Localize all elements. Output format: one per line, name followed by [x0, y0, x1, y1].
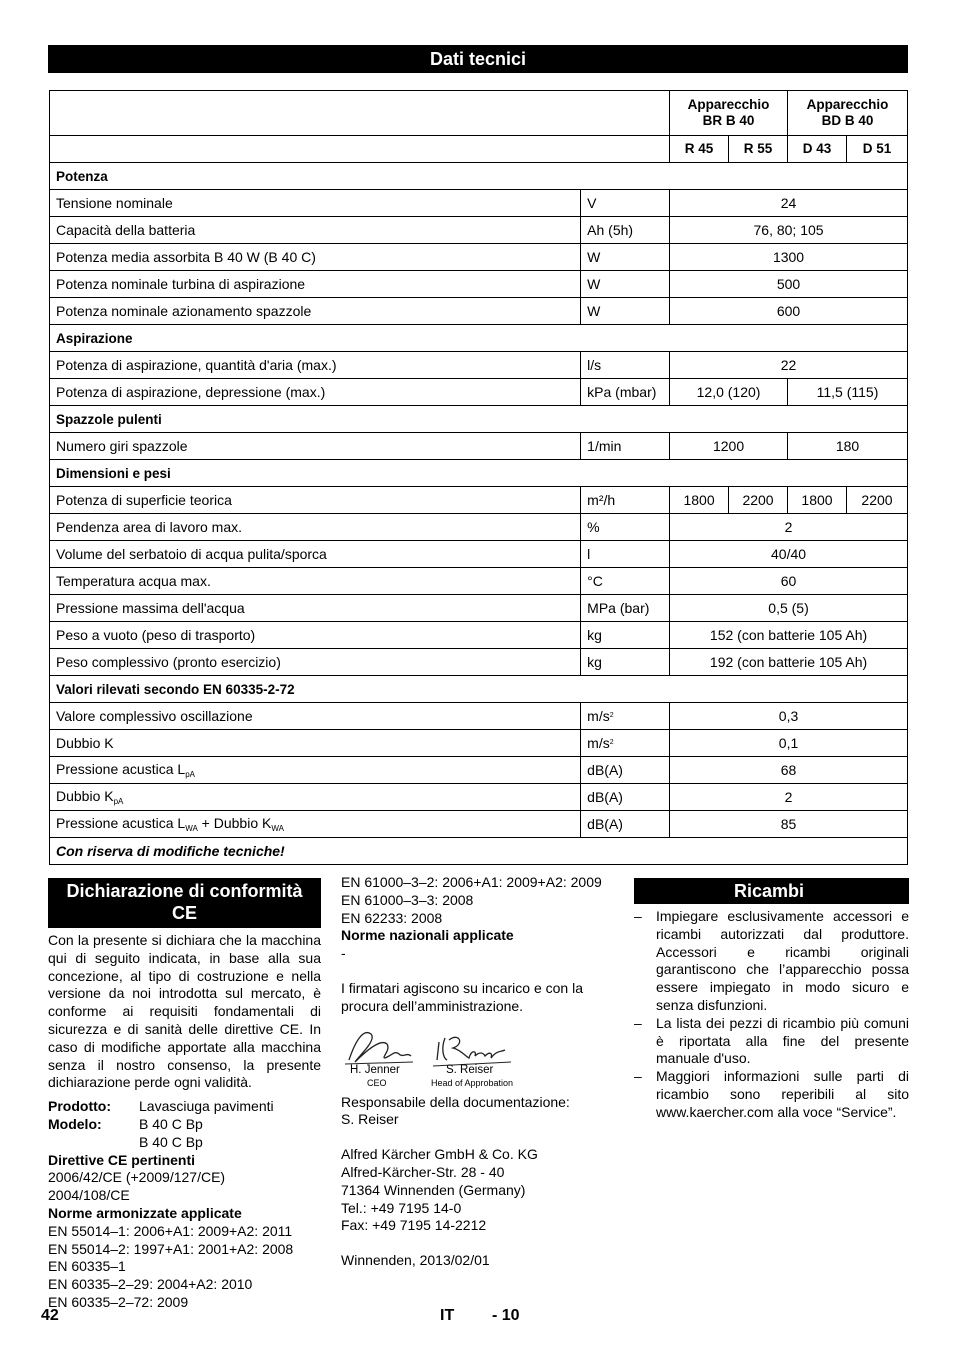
place-date: Winnenden, 2013/02/01	[341, 1252, 490, 1269]
row-unit-text: dB(A)	[587, 762, 623, 778]
header-model: D 43	[788, 136, 847, 163]
row-unit-superscript: 2	[609, 739, 614, 746]
row-unit	[581, 190, 670, 217]
row-unit	[581, 622, 670, 649]
header-model: R 45	[670, 136, 729, 163]
bullet-dash: –	[634, 1068, 642, 1085]
row-value: 76, 80; 105	[670, 217, 908, 244]
table-row	[50, 433, 908, 460]
header-group-br: Apparecchio BR B 40	[670, 91, 788, 136]
row-label	[50, 622, 581, 649]
harmonized-heading: Norme armonizzate applicate	[48, 1204, 242, 1221]
table-row	[50, 298, 908, 325]
page-number: 42	[41, 1307, 59, 1324]
row-value: 0,5 (5)	[670, 595, 908, 622]
row-unit-text: dB(A)	[587, 816, 623, 832]
row-label-text: Valore complessivo oscillazione	[56, 708, 253, 724]
row-label-text: Numero giri spazzole	[56, 438, 188, 454]
table-row	[50, 730, 908, 757]
header-model: R 55	[729, 136, 788, 163]
row-label-text: Tensione nominale	[56, 195, 173, 211]
section-page: - 10	[492, 1307, 520, 1324]
row-label	[50, 487, 581, 514]
harmonized-item: EN 60335–2–72: 2009	[48, 1293, 189, 1310]
row-value: 2200	[729, 487, 788, 514]
signer2-name: S. Reiser	[446, 1063, 494, 1076]
section-label: Spazzole pulenti	[50, 406, 908, 433]
row-unit	[581, 784, 670, 811]
row-unit-text: W	[587, 276, 601, 292]
row-label-text: Capacità della batteria	[56, 222, 196, 238]
address-line: Alfred Kärcher GmbH & Co. KG	[341, 1146, 538, 1163]
row-label-text: + Dubbio K	[197, 815, 272, 831]
row-value: 0,1	[670, 730, 908, 757]
row-label-text: Pressione acustica L	[56, 815, 186, 831]
row-unit	[581, 298, 670, 325]
model-row	[48, 1116, 321, 1152]
technical-data-table	[49, 90, 908, 865]
table-footer-row	[50, 838, 908, 865]
row-unit	[581, 487, 670, 514]
table-section-row	[50, 406, 908, 433]
list-item-text: Impiegare esclusivamente accessori e ricambi autorizzati dal produttore. Accessori e ricambi originali garantiscono che l’apparecchio possa essere impiegato in modo sicuro e senza disfunzioni.	[656, 908, 909, 1013]
row-unit-text: Ah (5h)	[587, 222, 634, 238]
header-model: D 51	[846, 136, 907, 163]
directive-item: 2004/108/CE	[48, 1187, 130, 1204]
row-value: 2200	[846, 487, 907, 514]
row-label-text: Potenza di aspirazione, depressione (max.)	[56, 384, 326, 400]
table-row	[50, 514, 908, 541]
row-value: 22	[670, 352, 908, 379]
row-label	[50, 568, 581, 595]
row-value: 180	[788, 433, 908, 460]
row-label	[50, 784, 581, 811]
table-row	[50, 703, 908, 730]
row-label	[50, 730, 581, 757]
address-line: 71364 Winnenden (Germany)	[341, 1181, 526, 1198]
row-unit	[581, 811, 670, 838]
harmonized-item: EN 60335–1	[48, 1258, 126, 1275]
header-blank-cell	[50, 91, 670, 136]
row-label-subscript: pA	[113, 797, 124, 806]
row-label-subscript: WA	[185, 824, 198, 833]
harmonized-item: EN 62233: 2008	[341, 909, 443, 926]
national-heading: Norme nazionali applicate	[341, 927, 514, 944]
language-code: IT	[440, 1307, 455, 1324]
bullet-dash: –	[634, 1014, 642, 1031]
row-value: 12,0 (120)	[670, 379, 788, 406]
row-label	[50, 217, 581, 244]
section-label: Potenza	[50, 163, 908, 190]
directives-heading: Direttive CE pertinenti	[48, 1151, 196, 1168]
row-value: 1200	[670, 433, 788, 460]
harmonized-item: EN 55014–1: 2006+A1: 2009+A2: 2011	[48, 1222, 293, 1239]
row-unit	[581, 568, 670, 595]
table-row	[50, 190, 908, 217]
row-label	[50, 757, 581, 784]
row-label	[50, 190, 581, 217]
row-unit	[581, 514, 670, 541]
row-label-text: Potenza nominale turbina di aspirazione	[56, 276, 306, 292]
table-section-row	[50, 163, 908, 190]
row-label-text: Potenza di aspirazione, quantità d'aria (max.)	[56, 357, 337, 373]
row-value: 68	[670, 757, 908, 784]
signer2-title: Head of Approbation	[431, 1077, 514, 1088]
table-row	[50, 271, 908, 298]
row-unit	[581, 271, 670, 298]
table-row	[50, 244, 908, 271]
row-value: 152 (con batterie 105 Ah)	[670, 622, 908, 649]
header-group-bd: Apparecchio BD B 40	[788, 91, 908, 136]
row-unit-superscript: 2	[609, 712, 614, 719]
model-value: B 40 C Bp	[139, 1115, 203, 1132]
model-value: B 40 C Bp	[139, 1133, 203, 1150]
row-value: 85	[670, 811, 908, 838]
row-label-text: Volume del serbatoio di acqua pulita/sporca	[56, 546, 327, 562]
row-unit-text: m/s	[587, 735, 610, 751]
row-unit-text: kg	[587, 627, 602, 643]
section-label: Dimensioni e pesi	[50, 460, 908, 487]
bullet-dash: –	[634, 908, 642, 924]
table-row	[50, 757, 908, 784]
row-label	[50, 433, 581, 460]
list-item	[634, 908, 909, 1015]
header-blank-cell	[50, 136, 670, 163]
address-line: Alfred-Kärcher-Str. 28 - 40	[341, 1163, 505, 1180]
row-unit-text: W	[587, 249, 601, 265]
row-unit-text: m²/h	[587, 492, 616, 508]
list-item-text: La lista dei pezzi di ricambio più comuni è riportata alla fine del presente manuale d'uso.	[656, 1014, 909, 1067]
conformity-intro: Con la presente si dichiara che la macchina qui di seguito indicata, in base alla sua concezione, al tipo di costruzione e nella versione da noi introdotta sul mercato, è conforme ai requisiti fondamentali di sicurezza e di sanità delle direttive CE. In caso di modifiche apportate alla macchina senza il nostro consenso, la presente dichiarazione perde ogni validità.	[48, 932, 321, 1091]
signer1-title: CEO	[367, 1077, 387, 1088]
footer-note: Con riserva di modifiche tecniche!	[50, 838, 908, 865]
table-row	[50, 352, 908, 379]
table-row	[50, 784, 908, 811]
row-value: 1800	[788, 487, 847, 514]
row-value: 600	[670, 298, 908, 325]
page-title: Dati tecnici	[48, 45, 908, 73]
row-label	[50, 271, 581, 298]
spare-parts-list	[634, 908, 909, 1122]
row-unit-text: °C	[587, 573, 603, 589]
row-label-text: Dubbio K	[56, 735, 114, 751]
row-value: 60	[670, 568, 908, 595]
row-label-text: Pressione acustica L	[56, 761, 186, 777]
table-row	[50, 811, 908, 838]
row-label-subscript: pA	[185, 770, 195, 779]
row-label-text: Potenza nominale azionamento spazzole	[56, 303, 312, 319]
row-unit	[581, 244, 670, 271]
signature-block	[341, 1022, 616, 1088]
row-value: 2	[670, 784, 908, 811]
row-value: 2	[670, 514, 908, 541]
row-unit	[581, 352, 670, 379]
row-label	[50, 595, 581, 622]
row-label-text: Dubbio K	[56, 788, 114, 804]
row-unit-text: 1/min	[587, 438, 622, 454]
table-row	[50, 487, 908, 514]
harmonized-item: EN 61000–3–3: 2008	[341, 891, 474, 908]
row-value: 11,5 (115)	[788, 379, 908, 406]
row-unit-text: %	[587, 519, 600, 535]
row-label	[50, 379, 581, 406]
product-value: Lavasciuga pavimenti	[139, 1098, 274, 1115]
row-value: 40/40	[670, 541, 908, 568]
table-row	[50, 595, 908, 622]
row-label-text: Potenza media assorbita B 40 W (B 40 C)	[56, 249, 316, 265]
table-row	[50, 541, 908, 568]
table-row	[50, 217, 908, 244]
harmonized-item: EN 60335–2–29: 2004+A2: 2010	[48, 1276, 253, 1293]
spare-parts-heading: Ricambi	[634, 878, 909, 904]
row-unit	[581, 649, 670, 676]
table-row	[50, 622, 908, 649]
model-label: Modelo:	[48, 1115, 102, 1132]
row-label-text: Potenza di superficie teorica	[56, 492, 232, 508]
list-item	[634, 1015, 909, 1068]
row-label-text: Pendenza area di lavoro max.	[56, 519, 242, 535]
row-unit-text: m/s	[587, 708, 610, 724]
row-unit-text: l/s	[587, 357, 602, 373]
row-label-text: Peso complessivo (pronto esercizio)	[56, 654, 281, 670]
section-label: Aspirazione	[50, 325, 908, 352]
row-label	[50, 298, 581, 325]
product-label: Prodotto:	[48, 1098, 111, 1115]
conformity-column-continued	[341, 874, 616, 1270]
conformity-heading: Dichiarazione di conformità CE	[48, 878, 321, 928]
row-unit	[581, 757, 670, 784]
row-unit-text: W	[587, 303, 601, 319]
row-unit	[581, 379, 670, 406]
row-unit	[581, 433, 670, 460]
row-unit-text: kPa (mbar)	[587, 384, 657, 400]
row-unit	[581, 595, 670, 622]
row-label	[50, 352, 581, 379]
row-label-text: Peso a vuoto (peso di trasporto)	[56, 627, 256, 643]
list-item-text: Maggiori informazioni sulle parti di ricambio sono reperibili al sito www.kaercher.com alla voce “Service”.	[656, 1068, 909, 1120]
row-unit	[581, 541, 670, 568]
row-unit-text: MPa (bar)	[587, 600, 650, 616]
row-label	[50, 811, 581, 838]
harmonized-item: EN 61000–3–2: 2006+A1: 2009+A2: 2009	[341, 874, 602, 890]
section-label: Valori rilevati secondo EN 60335-2-72	[50, 676, 908, 703]
row-value: 1300	[670, 244, 908, 271]
doc-responsible-name: S. Reiser	[341, 1111, 399, 1128]
doc-responsible-label: Responsabile della documentazione:	[341, 1093, 570, 1110]
table-row	[50, 568, 908, 595]
row-label	[50, 244, 581, 271]
row-label	[50, 703, 581, 730]
row-value: 0,3	[670, 703, 908, 730]
list-item	[634, 1068, 909, 1121]
table-row	[50, 379, 908, 406]
directive-item: 2006/42/CE (+2009/127/CE)	[48, 1169, 226, 1186]
signatories-note: I firmatari agiscono su incarico e con la procura dell’amministrazione.	[341, 979, 583, 1014]
row-value: 1800	[670, 487, 729, 514]
row-label	[50, 514, 581, 541]
row-value: 24	[670, 190, 908, 217]
table-section-row	[50, 460, 908, 487]
address-line: Tel.: +49 7195 14-0	[341, 1199, 462, 1216]
row-label-subscript: WA	[271, 824, 284, 833]
conformity-column	[48, 878, 321, 1312]
signer1-name: H. Jenner	[350, 1063, 400, 1076]
row-unit	[581, 730, 670, 757]
spare-parts-column	[634, 878, 909, 1122]
row-unit	[581, 703, 670, 730]
row-unit	[581, 217, 670, 244]
row-label	[50, 649, 581, 676]
row-unit-text: dB(A)	[587, 789, 623, 805]
row-value: 500	[670, 271, 908, 298]
table-section-row	[50, 325, 908, 352]
row-unit-text: V	[587, 195, 597, 211]
address-line: Fax: +49 7195 14-2212	[341, 1217, 487, 1234]
row-unit-text: l	[587, 546, 591, 562]
national-value: -	[341, 945, 346, 962]
harmonized-item: EN 55014–2: 1997+A1: 2001+A2: 2008	[48, 1240, 294, 1257]
row-value: 192 (con batterie 105 Ah)	[670, 649, 908, 676]
row-label	[50, 541, 581, 568]
table-section-row	[50, 676, 908, 703]
row-label-text: Temperatura acqua max.	[56, 573, 211, 589]
row-label-text: Pressione massima dell'acqua	[56, 600, 245, 616]
row-unit-text: kg	[587, 654, 602, 670]
table-row	[50, 649, 908, 676]
product-row	[48, 1098, 321, 1116]
